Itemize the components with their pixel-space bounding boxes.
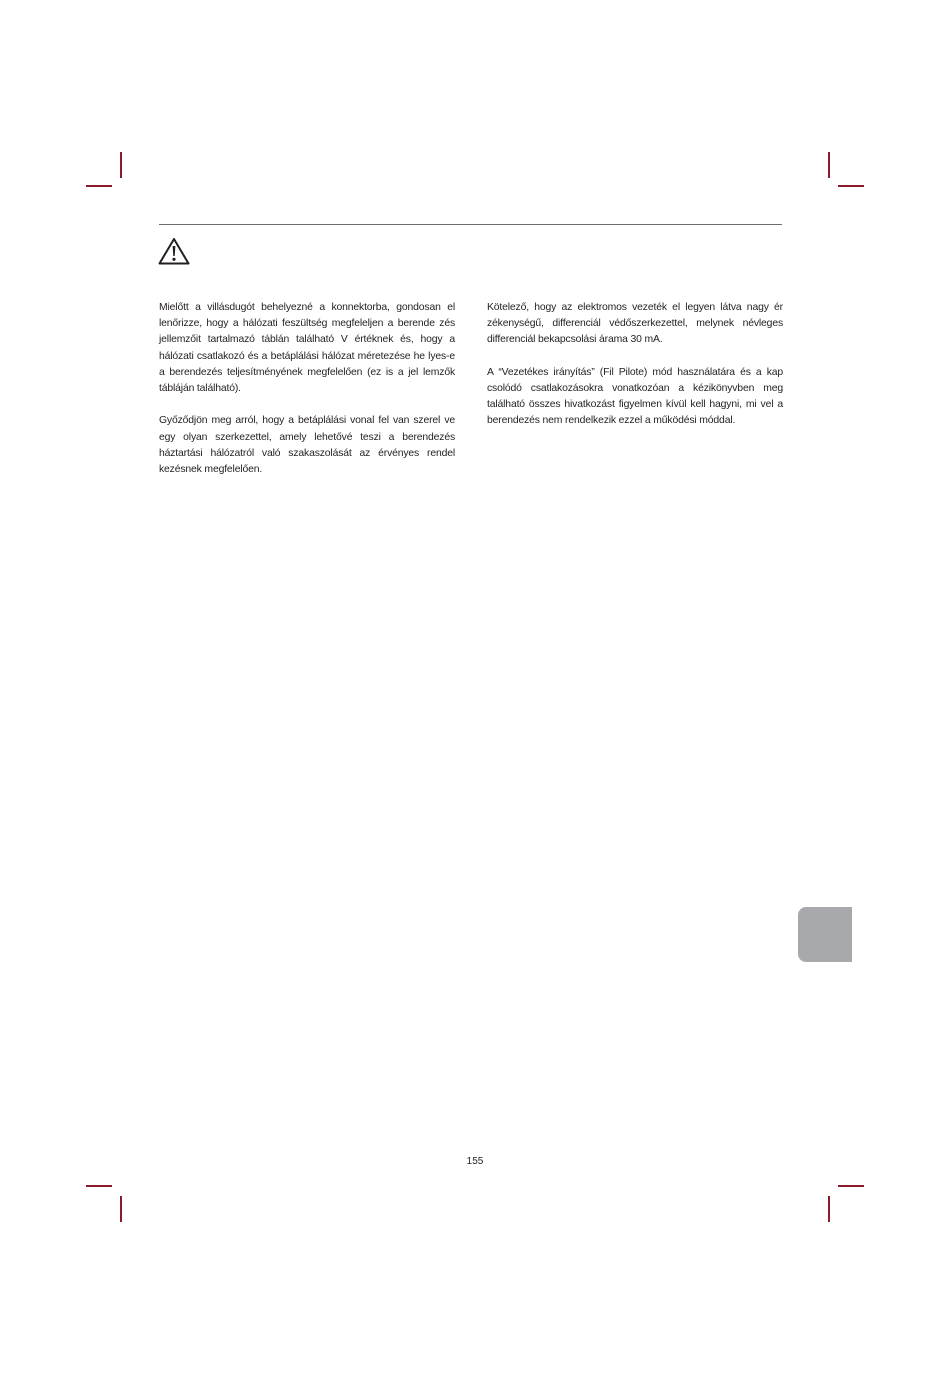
right-column [487, 300, 783, 446]
crop-mark-bottom-right-vertical [828, 1196, 830, 1222]
crop-mark-top-left-vertical [120, 152, 122, 178]
right-paragraph-2: A “Vezetékes irányítás” (Fil Pilote) mód használatára és a kap csolódó csatlakozásokra vonatkozóan a kézikönyvben meg található összes hivatkozást figyelmen kívül kell hagyni, mi vel a berendezés nem rendelkezik ezzel a működési móddal. [487, 366, 783, 427]
left-paragraph-1: Mielőtt a villásdugót behelyezné a konnektorba, gondosan el lenőrizze, hogy a hálózati feszültség megfeleljen a berende zés jellemzőit tartalmazó táblán található V értéknek és, hogy a hálózati csatlakozó és a betáplálási hálózat méretezése he lyes-e a berendezés teljesítményének megfelelően (ez is a jel lemzők tábláján található). [159, 302, 455, 395]
crop-mark-bottom-right-horizontal [838, 1185, 864, 1187]
warning-triangle-icon [158, 237, 190, 265]
section-thumb-tab [798, 907, 852, 962]
page-number: 155 [466, 1156, 484, 1167]
crop-mark-bottom-left-horizontal [86, 1185, 112, 1187]
crop-mark-top-left-horizontal [86, 185, 112, 187]
left-column [159, 300, 455, 494]
left-paragraph-2: Győződjön meg arról, hogy a betáplálási vonal fel van szerel ve egy olyan szerkezettel, amely lehetővé teszi a berendezés háztartási hálózatról való szakaszolását az érvényes rendel kezésnek megfelelően. [159, 415, 455, 476]
crop-mark-top-right-vertical [828, 152, 830, 178]
crop-mark-bottom-left-vertical [120, 1196, 122, 1222]
right-paragraph-1: Kötelező, hogy az elektromos vezeték el legyen látva nagy ér zékenységű, differenciál védőszerkezettel, melynek névleges differenciál bekapcsolási árama 30 mA. [487, 302, 783, 346]
header-rule [159, 224, 782, 225]
crop-mark-top-right-horizontal [838, 185, 864, 187]
